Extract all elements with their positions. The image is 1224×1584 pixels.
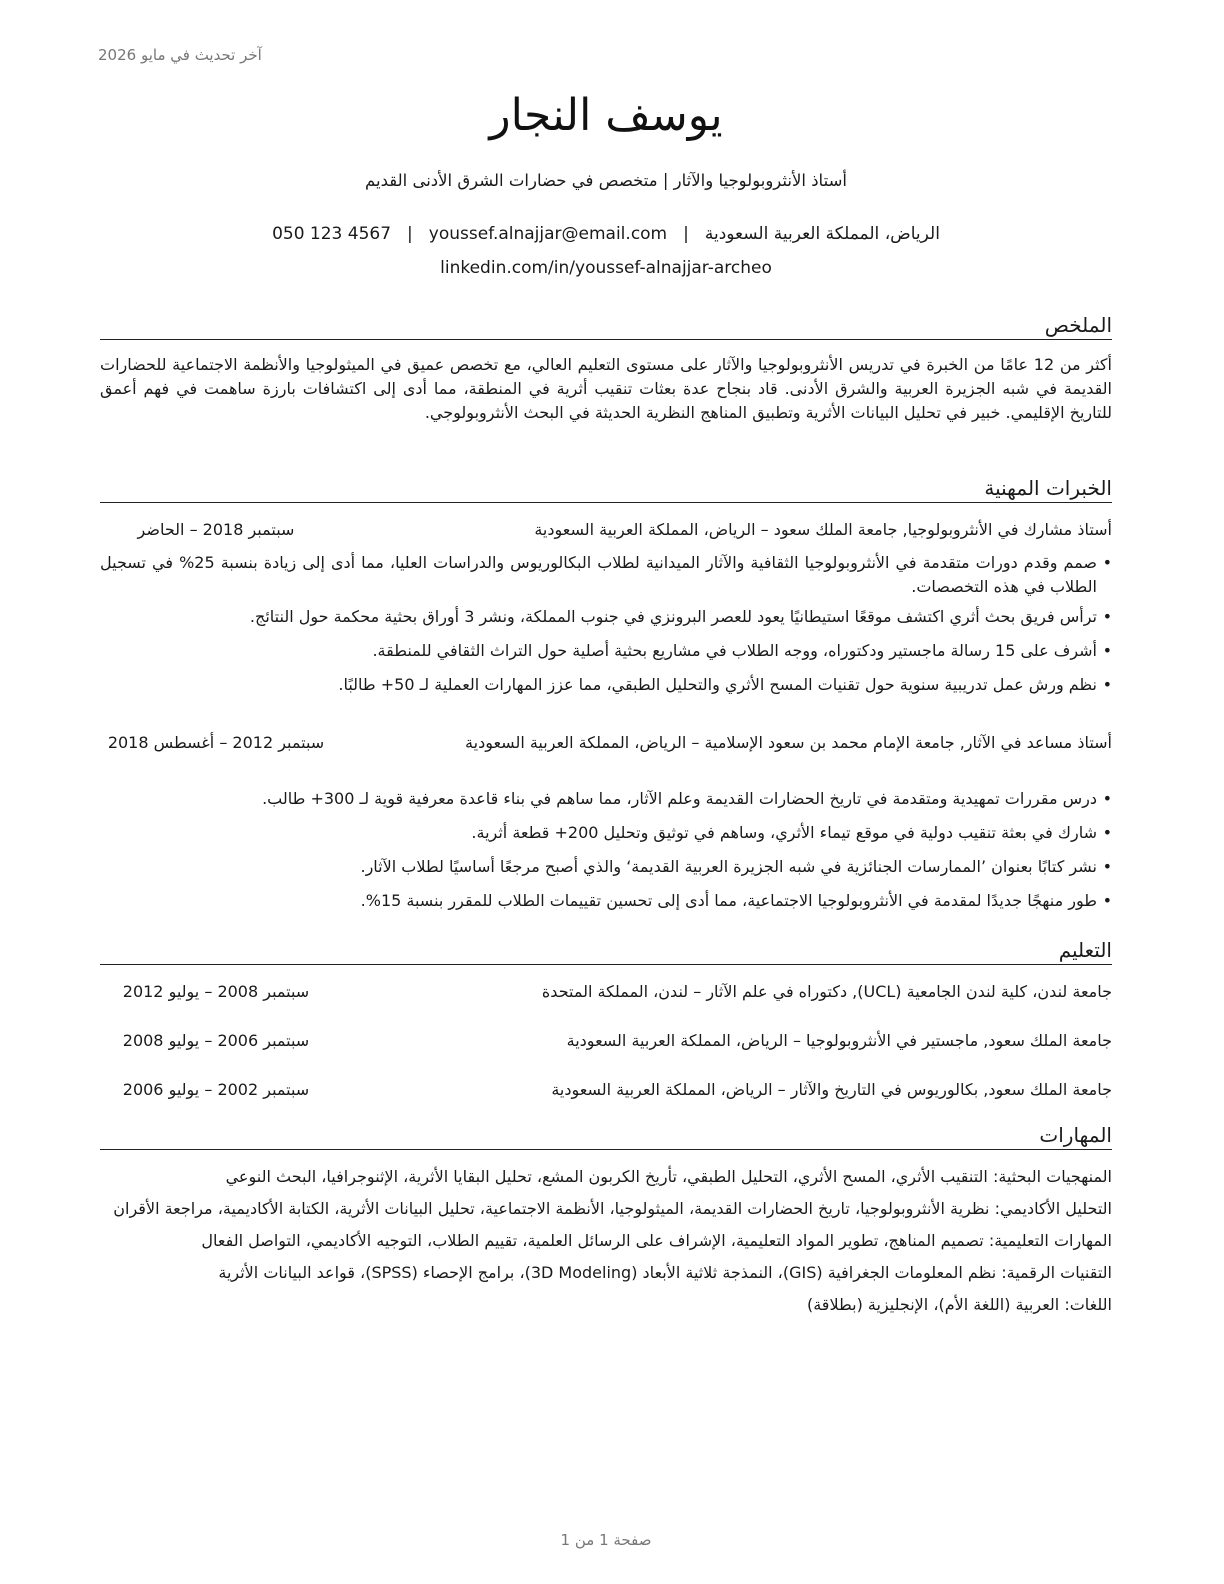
summary-heading: الملخص (100, 312, 1112, 340)
linkedin-link[interactable]: linkedin.com/in/youssef-alnajjar-archeo (440, 258, 772, 278)
skills-heading: المهارات (100, 1122, 1112, 1150)
education-dates: سبتمبر 2008 – يوليو 2012 (122, 982, 310, 1001)
location: الرياض، المملكة العربية السعودية (704, 224, 940, 244)
person-name: يوسف النجار (489, 90, 723, 141)
last-updated: آخر تحديث في مايو 2026 (98, 46, 262, 64)
experience-heading: الخبرات المهنية (100, 475, 1112, 503)
skill-item: التقنيات الرقمية: نظم المعلومات الجغرافية (GIS)، النمذجة ثلاثية الأبعاد (3D Modeling)، برامج الإحصاء (SPSS)، قواعد البيانات الأثرية (218, 1263, 1112, 1282)
list-item: • ترأس فريق بحث أثري اكتشف موقعًا استيطانيًا يعود للعصر البرونزي في جنوب المملكة، ونشر 3 أوراق بحثية محكمة حول النتائج. (100, 605, 1112, 629)
education-dates: سبتمبر 2006 – يوليو 2008 (122, 1031, 310, 1050)
job-role: أستاذ مشارك في الأنثروبولوجيا, جامعة الملك سعود – الرياض، المملكة العربية السعودية (534, 520, 1112, 539)
job-title: أستاذ الأنثروبولوجيا والآثار | متخصص في حضارات الشرق الأدنى القديم (365, 171, 847, 190)
resume-page (100, 0, 1112, 1584)
separator: | (407, 224, 413, 244)
skills-list (100, 1165, 1112, 1325)
list-item: • نظم ورش عمل تدريبية سنوية حول تقنيات المسح الأثري والتحليل الطبقي، مما عزز المهارات العملية لـ 50+ طالبًا. (100, 673, 1112, 697)
list-item: • صمم وقدم دورات متقدمة في الأنثروبولوجيا الثقافية والآثار الميدانية لطلاب البكالوريوس والدراسات العليا، مما أدى إلى زيادة بنسبة 25% في تسجيل الطلاب في هذه التخصصات. (100, 551, 1112, 599)
education-dates: سبتمبر 2002 – يوليو 2006 (122, 1080, 310, 1099)
job-dates: سبتمبر 2018 – الحاضر (137, 520, 295, 539)
education-degree: جامعة لندن، كلية لندن الجامعية (UCL), دكتوراه في علم الآثار – لندن، المملكة المتحدة (541, 982, 1112, 1001)
separator: | (683, 224, 689, 244)
contact-line (100, 224, 1112, 244)
skill-item: التحليل الأكاديمي: نظرية الأنثروبولوجيا، تاريخ الحضارات القديمة، الميثولوجيا، الأنظمة الاجتماعية، تحليل البيانات الأثرية، الكتابة الأكاديمية، مراجعة الأقران (113, 1199, 1112, 1218)
job-dates: سبتمبر 2012 – أغسطس 2018 (107, 733, 325, 752)
education-heading: التعليم (100, 937, 1112, 965)
list-item: • درس مقررات تمهيدية ومتقدمة في تاريخ الحضارات القديمة وعلم الآثار، مما ساهم في بناء قاعدة معرفية قوية لـ 300+ طالب. (100, 787, 1112, 811)
skill-item: المهارات التعليمية: تصميم المناهج، تطوير المواد التعليمية، الإشراف على الرسائل العلمية، تقييم الطلاب، التوجيه الأكاديمي، التواصل الفعال (201, 1231, 1112, 1250)
job-bullets (100, 787, 1112, 913)
list-item: • أشرف على 15 رسالة ماجستير ودكتوراه، ووجه الطلاب في مشاريع بحثية أصلية حول التراث الثقافي للمنطقة. (100, 639, 1112, 663)
skill-item: اللغات: العربية (اللغة الأم)، الإنجليزية (بطلاقة) (806, 1295, 1112, 1314)
education-degree: جامعة الملك سعود, بكالوريوس في التاريخ والآثار – الرياض، المملكة العربية السعودية (551, 1080, 1112, 1099)
job-bullets (100, 551, 1112, 697)
job-role: أستاذ مساعد في الآثار, جامعة الإمام محمد بن سعود الإسلامية – الرياض، المملكة العربية السعودية (465, 733, 1112, 752)
list-item: • نشر كتابًا بعنوان ’الممارسات الجنائزية في شبه الجزيرة العربية القديمة‘ والذي أصبح مرجعًا أساسيًا لطلاب الآثار. (100, 855, 1112, 879)
education-degree: جامعة الملك سعود, ماجستير في الأنثروبولوجيا – الرياض، المملكة العربية السعودية (566, 1031, 1112, 1050)
email-link[interactable]: youssef.alnajjar@email.com (428, 224, 668, 244)
phone-number: 050 123 4567 (272, 224, 392, 244)
list-item: • شارك في بعثة تنقيب دولية في موقع تيماء الأثري، وساهم في توثيق وتحليل 200+ قطعة أثرية. (100, 821, 1112, 845)
skill-item: المنهجيات البحثية: التنقيب الأثري، المسح الأثري، التحليل الطبقي، تأريخ الكربون المشع، تحليل البقايا الأثرية، الإثنوجرافيا، البحث النوعي (225, 1167, 1112, 1186)
summary-text: أكثر من 12 عامًا من الخبرة في تدريس الأنثروبولوجيا والآثار على مستوى التعليم العالي، مع تخصص عميق في الميثولوجيا والأنظمة الاجتماعية للحضارات القديمة في شبه الجزيرة العربية والشرق الأدنى. قاد بنجاح عدة بعثات تنقيب أثرية في المنطقة، مما أدى إلى اكتشافات بارزة ساهمت في فهم أعمق للتاريخ الإقليمي. خبير في تحليل البيانات الأثرية وتطبيق المناهج النظرية الحديثة في البحث الأنثروبولوجي. (100, 355, 1112, 422)
list-item: • طور منهجًا جديدًا لمقدمة في الأنثروبولوجيا الاجتماعية، مما أدى إلى تحسين تقييمات الطلاب للمقرر بنسبة 15%. (100, 889, 1112, 913)
page-number: صفحة 1 من 1 (560, 1531, 652, 1549)
